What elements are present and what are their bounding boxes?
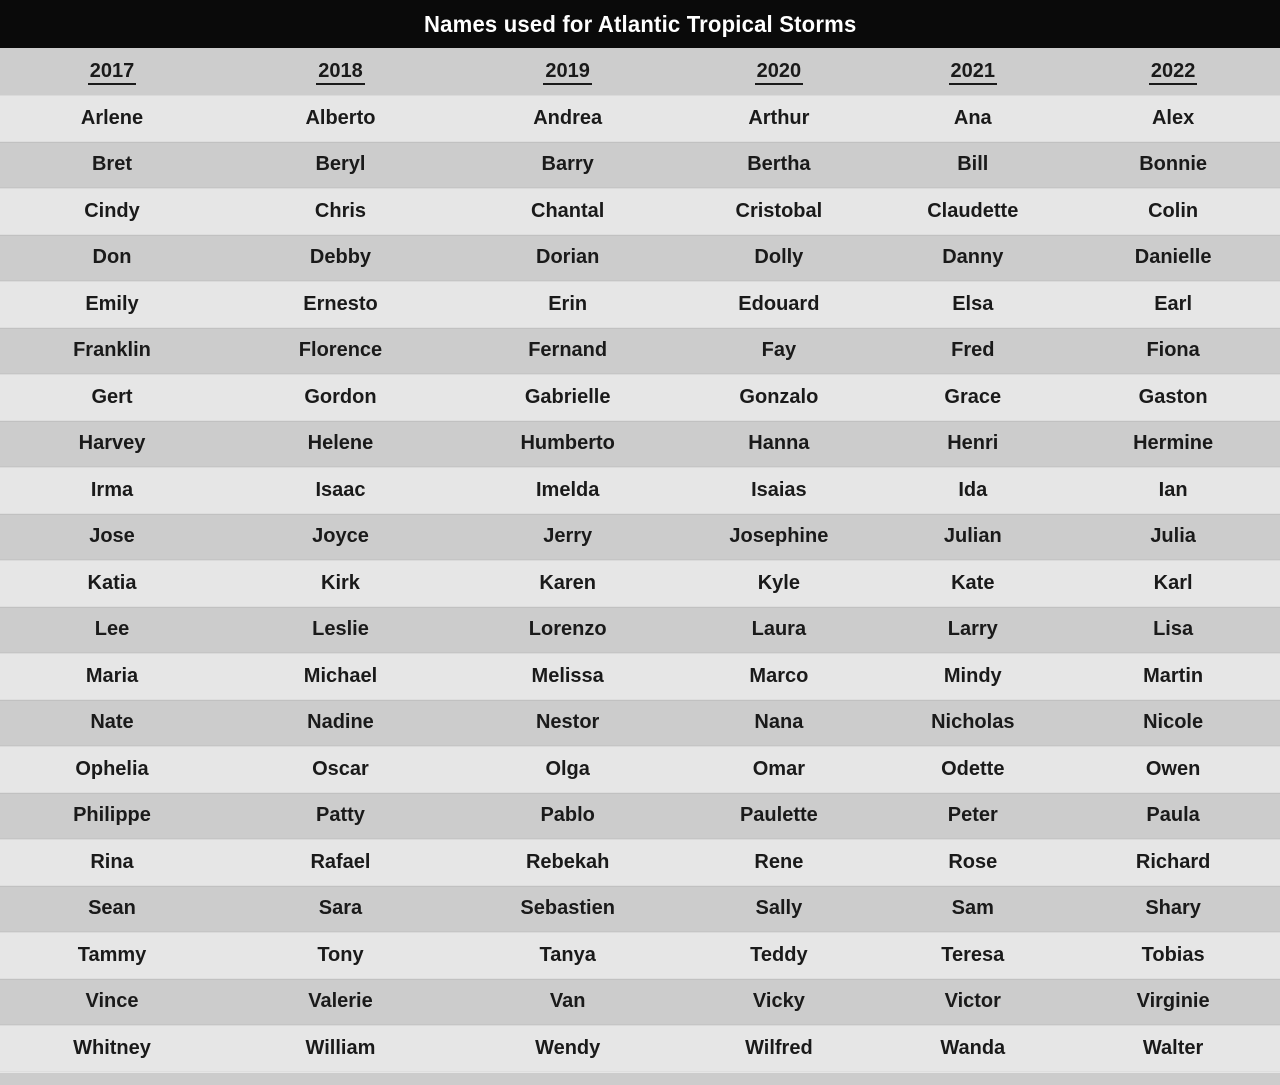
- table-row: [0, 839, 1280, 886]
- storm-name-cell: Alex: [1151, 106, 1195, 129]
- storm-name-cell: Leslie: [312, 618, 369, 641]
- table-row: [0, 514, 1280, 561]
- storm-name-cell: Chantal: [531, 199, 605, 222]
- storm-name-cell: Richard: [1135, 850, 1211, 873]
- storm-name-cell: Florence: [298, 339, 383, 362]
- year-label: 2021: [949, 60, 998, 85]
- storm-name-cell: Rose: [948, 850, 998, 873]
- storm-name-cell: Julia: [1150, 525, 1196, 548]
- storm-name-cell: Helene: [307, 432, 374, 455]
- storm-name-cell: Shary: [1145, 897, 1201, 920]
- storm-name-cell: Arlene: [80, 106, 144, 129]
- storm-name-cell: Sara: [318, 897, 363, 920]
- storm-name-cell: Laura: [751, 618, 807, 641]
- storm-name-cell: Lorenzo: [528, 618, 607, 641]
- storm-name-cell: Dorian: [536, 246, 600, 269]
- storm-name-cell: Nate: [90, 711, 134, 734]
- year-column-header: [0, 48, 224, 95]
- storm-name-cell: Larry: [947, 618, 998, 641]
- table-row: [0, 793, 1280, 840]
- table-row: [0, 700, 1280, 747]
- storm-name-cell: Virginie: [1136, 990, 1210, 1013]
- storm-name-cell: Paulette: [739, 804, 818, 827]
- header-row: [0, 48, 1280, 95]
- storm-name-cell: Ida: [958, 478, 988, 501]
- storm-name-cell: Tobias: [1141, 943, 1205, 966]
- storm-name-cell: Erin: [548, 292, 588, 315]
- table-row: [0, 607, 1280, 654]
- storm-name-cell: Gabrielle: [524, 385, 611, 408]
- storm-name-cell: Josephine: [729, 525, 829, 548]
- storm-name-cell: Tony: [317, 943, 364, 966]
- storm-name-cell: Katia: [87, 571, 137, 594]
- storm-name-cell: Victor: [944, 990, 1001, 1013]
- storm-name-cell: Jose: [89, 525, 135, 548]
- storm-name-cell: Henri: [947, 432, 999, 455]
- storm-name-cell: Humberto: [520, 432, 615, 455]
- storm-name-cell: Dolly: [754, 246, 804, 269]
- storm-name-cell: Fernand: [528, 339, 608, 362]
- storm-name-cell: Fay: [761, 339, 797, 362]
- storm-name-cell: Edouard: [738, 292, 820, 315]
- table-body: [0, 95, 1280, 1072]
- year-column-header: [224, 48, 457, 95]
- table-row: [0, 235, 1280, 282]
- table-row: [0, 374, 1280, 421]
- storm-name-cell: Nadine: [307, 711, 374, 734]
- storm-name-cell: Sam: [951, 897, 994, 920]
- storm-name-cell: Gert: [91, 385, 133, 408]
- year-column-header: [457, 48, 678, 95]
- storm-name-cell: Kyle: [757, 571, 800, 594]
- storm-name-cell: Bertha: [747, 153, 811, 176]
- storm-name-cell: Owen: [1145, 757, 1201, 780]
- storm-name-cell: Rina: [90, 850, 134, 873]
- table-row: [0, 188, 1280, 235]
- storm-name-cell: Danny: [942, 246, 1004, 269]
- storm-name-cell: Elsa: [952, 292, 994, 315]
- storm-name-cell: Peter: [947, 804, 998, 827]
- storm-name-cell: Philippe: [73, 804, 151, 827]
- storm-name-cell: Wendy: [535, 1036, 601, 1059]
- table-bottom-edge: [0, 1072, 1280, 1085]
- storm-name-cell: Emily: [85, 292, 139, 315]
- storm-name-cell: Ophelia: [75, 757, 149, 780]
- storm-name-cell: Cindy: [84, 199, 140, 222]
- storm-name-cell: Odette: [941, 757, 1005, 780]
- table-row: [0, 328, 1280, 375]
- storm-name-cell: Rene: [754, 850, 804, 873]
- storm-name-cell: Patty: [316, 804, 365, 827]
- storm-name-cell: Olga: [545, 757, 590, 780]
- year-label: 2019: [543, 60, 592, 85]
- storm-name-cell: Nicholas: [931, 711, 1015, 734]
- storm-name-cell: Lee: [94, 618, 130, 641]
- storm-name-cell: Gaston: [1138, 385, 1208, 408]
- storm-name-cell: Pablo: [540, 804, 595, 827]
- storm-name-cell: Rebekah: [525, 850, 610, 873]
- storm-name-cell: Earl: [1154, 292, 1193, 315]
- storm-name-cell: Paula: [1146, 804, 1200, 827]
- storm-name-cell: Gordon: [304, 385, 377, 408]
- storm-name-cell: Maria: [85, 664, 139, 687]
- storm-name-cell: Teresa: [941, 943, 1005, 966]
- storm-name-cell: Wilfred: [745, 1036, 813, 1059]
- year-column-header: [678, 48, 879, 95]
- storm-name-cell: Fred: [951, 339, 995, 362]
- storm-name-cell: Mindy: [943, 664, 1002, 687]
- storm-name-cell: Andrea: [533, 106, 603, 129]
- year-label: 2022: [1149, 60, 1198, 85]
- storm-name-cell: Ana: [953, 106, 992, 129]
- storm-name-cell: Barry: [541, 153, 594, 176]
- storm-name-cell: Imelda: [535, 478, 600, 501]
- storm-name-cell: Sean: [88, 897, 136, 920]
- storm-name-cell: Isaac: [315, 478, 366, 501]
- year-label: 2017: [88, 60, 137, 85]
- storm-name-cell: Omar: [752, 757, 805, 780]
- table-header: [0, 48, 1280, 95]
- storm-name-cell: Jerry: [543, 525, 593, 548]
- storm-name-cell: Vince: [85, 990, 139, 1013]
- storm-name-cell: Hanna: [748, 432, 810, 455]
- storm-name-cell: Valerie: [308, 990, 373, 1013]
- storm-name-cell: Walter: [1142, 1036, 1204, 1059]
- storm-name-cell: Don: [92, 246, 132, 269]
- storm-name-cell: Isaias: [751, 478, 807, 501]
- table-title: Names used for Atlantic Tropical Storms: [423, 10, 857, 37]
- storm-name-cell: Whitney: [73, 1036, 151, 1059]
- storm-name-cell: Franklin: [73, 339, 151, 362]
- table-row: [0, 886, 1280, 933]
- storm-name-cell: Kirk: [321, 571, 360, 594]
- table-row: [0, 281, 1280, 328]
- storm-name-cell: Debby: [309, 246, 372, 269]
- table-row: [0, 653, 1280, 700]
- storm-name-cell: Claudette: [927, 199, 1019, 222]
- table-row: [0, 467, 1280, 514]
- storm-name-cell: Colin: [1148, 199, 1199, 222]
- storm-name-cell: Ian: [1158, 478, 1188, 501]
- storm-name-cell: Bonnie: [1139, 153, 1207, 176]
- table-row: [0, 560, 1280, 607]
- storm-name-cell: Ernesto: [303, 292, 378, 315]
- storm-name-cell: Arthur: [748, 106, 810, 129]
- storm-name-cell: Lisa: [1153, 618, 1194, 641]
- storm-name-cell: Cristobal: [735, 199, 823, 222]
- storm-name-cell: Karen: [539, 571, 597, 594]
- storm-name-cell: Karl: [1153, 571, 1193, 594]
- storm-name-cell: Oscar: [312, 757, 369, 780]
- storm-name-cell: Tammy: [77, 943, 147, 966]
- storm-name-cell: Alberto: [305, 106, 376, 129]
- table-title-bar: [0, 0, 1280, 48]
- storm-name-cell: Martin: [1143, 664, 1204, 687]
- storm-name-cell: Harvey: [78, 432, 146, 455]
- storm-name-cell: Danielle: [1134, 246, 1212, 269]
- storm-name-cell: Tanya: [539, 943, 596, 966]
- storm-name-cell: Nestor: [535, 711, 600, 734]
- storm-name-cell: Sebastien: [520, 897, 615, 920]
- year-label: 2020: [755, 60, 804, 85]
- table-row: [0, 746, 1280, 793]
- storm-name-cell: Van: [549, 990, 586, 1013]
- storm-name-cell: Fiona: [1146, 339, 1200, 362]
- storm-name-cell: Grace: [944, 385, 1002, 408]
- storm-name-cell: Sally: [755, 897, 803, 920]
- storm-name-cell: Bill: [957, 153, 989, 176]
- storm-name-cell: Bret: [91, 153, 132, 176]
- storm-name-cell: Marco: [749, 664, 809, 687]
- table-row: [0, 979, 1280, 1026]
- table-row: [0, 1025, 1280, 1072]
- storm-name-cell: Nana: [754, 711, 804, 734]
- year-column-header: [879, 48, 1066, 95]
- storm-name-cell: Julian: [943, 525, 1002, 548]
- storm-name-cell: Beryl: [315, 153, 366, 176]
- table-row: [0, 95, 1280, 142]
- storm-name-cell: Joyce: [312, 525, 369, 548]
- table-row: [0, 932, 1280, 979]
- storm-name-cell: Gonzalo: [739, 385, 819, 408]
- storm-name-cell: Rafael: [310, 850, 371, 873]
- storm-name-cell: Michael: [303, 664, 378, 687]
- storm-name-cell: Chris: [314, 199, 367, 222]
- table-row: [0, 421, 1280, 468]
- storm-name-cell: William: [305, 1036, 376, 1059]
- storm-names-table: [0, 48, 1280, 1072]
- storm-name-cell: Nicole: [1143, 711, 1204, 734]
- storm-name-cell: Teddy: [750, 943, 808, 966]
- storm-name-cell: Melissa: [531, 664, 604, 687]
- storm-name-cell: Kate: [951, 571, 995, 594]
- storm-name-cell: Vicky: [752, 990, 805, 1013]
- storm-name-cell: Hermine: [1133, 432, 1214, 455]
- storm-name-cell: Wanda: [940, 1036, 1006, 1059]
- year-label: 2018: [316, 60, 365, 85]
- table-row: [0, 142, 1280, 189]
- year-column-header: [1066, 48, 1280, 95]
- storm-name-cell: Irma: [90, 478, 134, 501]
